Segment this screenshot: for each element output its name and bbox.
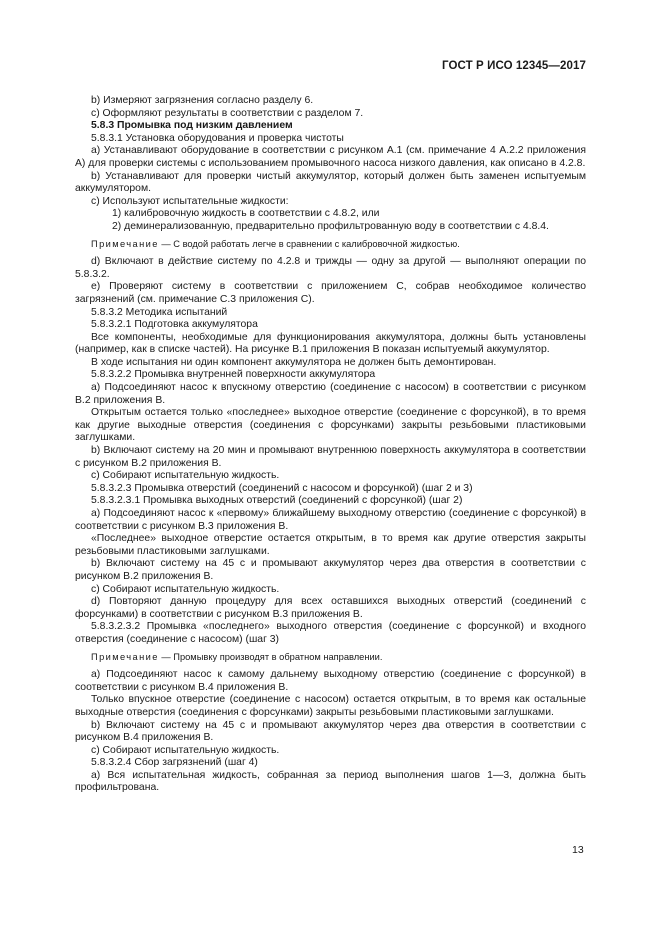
paragraph: «Последнее» выходное отверстие остается открытым, в то время как другие отверстия закрыты резьбовыми пластиковыми заглушками.	[75, 533, 586, 557]
paragraph: c) Собирают испытательную жидкость.	[91, 744, 280, 756]
paragraph: b) Включают систему на 20 мин и промывают внутреннюю поверхность аккумулятора в соответствии с рисунком В.2 приложения В.	[75, 445, 586, 469]
note	[75, 238, 586, 251]
document-code: ГОСТ Р ИСО 12345—2017	[441, 60, 586, 72]
paragraph: a) Вся испытательная жидкость, собранная за период выполнения шагов 1—3, должна быть профильтрована.	[75, 769, 586, 794]
note-text: — С водой работать легче в сравнении с калибровочной жидкостью.	[161, 238, 460, 249]
paragraph: a) Подсоединяют насос к впускному отверстию (соединение с насосом) в соответствии с рисунком В.2 приложения В.	[75, 382, 586, 406]
paragraph: a) Устанавливают оборудование в соответствии с рисунком А.1 (см. примечание 4 А.2.2 приложения А) для проверки системы с использованием промывочного насоса низкого давления, как описано в 4.2.8.	[75, 145, 586, 169]
page-body	[75, 95, 586, 795]
note-text: — Промывку производят в обратном направлении.	[161, 651, 383, 662]
note-label: Примечание	[91, 238, 159, 249]
paragraph: d) Повторяют данную процедуру для всех оставшихся выходных отверстий (соединений с форсунками) в соответствии с рисунком В.3 приложения В.	[75, 596, 586, 620]
paragraph: d) Включают в действие систему по 4.2.8 и трижды — одну за другой — выполняют операции по 5.8.3.2.	[75, 256, 586, 280]
note-label: Примечание	[91, 651, 159, 662]
paragraph: c) Используют испытательные жидкости:	[91, 195, 289, 207]
subsection-heading: 5.8.3.2.2 Промывка внутренней поверхности аккумулятора	[91, 369, 376, 381]
paragraph: c) Собирают испытательную жидкость.	[91, 470, 280, 482]
subsection-heading: 5.8.3.2.1 Подготовка аккумулятора	[91, 319, 258, 331]
subsection-heading: 5.8.3.2.3.2 Промывка «последнего» выходного отверстия (соединение с форсункой) и входного отверстия (соединение с насосом) (шаг 3)	[75, 621, 586, 645]
paragraph: В ходе испытания ни один компонент аккумулятора не должен быть демонтирован.	[91, 356, 497, 368]
paragraph: a) Подсоединяют насос к самому дальнему выходному отверстию (соединение с форсункой) в соответствии с рисунком В.4 приложения В.	[75, 669, 586, 693]
paragraph: Только впускное отверстие (соединение с насосом) остается открытым, в то время как остальные выходные отверстия (соединения с форсунками) закрыты резьбовыми пластиковыми заглушками.	[75, 694, 586, 718]
paragraph: b) Измеряют загрязнения согласно разделу 6.	[91, 95, 314, 106]
subsection-heading: 5.8.3.2.4 Сбор загрязнений (шаг 4)	[91, 757, 258, 769]
subsection-heading: 5.8.3.1 Установка оборудования и проверка чистоты	[91, 132, 344, 144]
page-number: 13	[572, 844, 584, 856]
note	[75, 651, 586, 664]
paragraph: e) Проверяют систему в соответствии с приложением С, собрав необходимое количество загрязнений (см. примечание С.3 приложения С).	[75, 281, 586, 305]
paragraph: Все компоненты, необходимые для функционирования аккумулятора, должны быть установлены (например, как в списке частей). На рисунке В.1 приложения В показан испытуемый аккумулятор.	[75, 331, 586, 356]
paragraph: b) Устанавливают для проверки чистый аккумулятор, который должен быть заменен испытуемым аккумулятором.	[75, 170, 586, 195]
paragraph: b) Включают систему на 45 с и промывают аккумулятор через два отверстия в соответствии с рисунком В.4 приложения В.	[75, 719, 586, 744]
paragraph: c) Оформляют результаты в соответствии с разделом 7.	[91, 107, 364, 119]
paragraph: b) Включают систему на 45 с и промывают аккумулятор через два отверстия в соответствии с рисунком В.2 приложения В.	[75, 558, 586, 582]
list-item: 2) деминерализованную, предварительно профильтрованную воду в соответствии с 4.8.4.	[112, 220, 549, 232]
subsection-heading: 5.8.3.2.3.1 Промывка выходных отверстий (соединений с форсункой) (шаг 2)	[91, 495, 463, 507]
paragraph: Открытым остается только «последнее» выходное отверстие (соединение с форсункой), в то время как другие выходные отверстия (соединения с форсунками) закрыты резьбовыми пластиковыми заглушками.	[75, 407, 586, 444]
paragraph: a) Подсоединяют насос к «первому» ближайшему выходному отверстию (соединение с форсункой) в соответствии с рисунком В.3 приложения В.	[75, 508, 586, 532]
section-heading: 5.8.3 Промывка под низким давлением	[91, 120, 293, 132]
subsection-heading: 5.8.3.2.3 Промывка отверстий (соединений с насосом и форсункой) (шаг 2 и 3)	[91, 482, 473, 494]
subsection-heading: 5.8.3.2 Методика испытаний	[91, 306, 228, 318]
list-item: 1) калибровочную жидкость в соответствии с 4.8.2, или	[112, 208, 380, 220]
paragraph: c) Собирают испытательную жидкость.	[91, 583, 280, 595]
